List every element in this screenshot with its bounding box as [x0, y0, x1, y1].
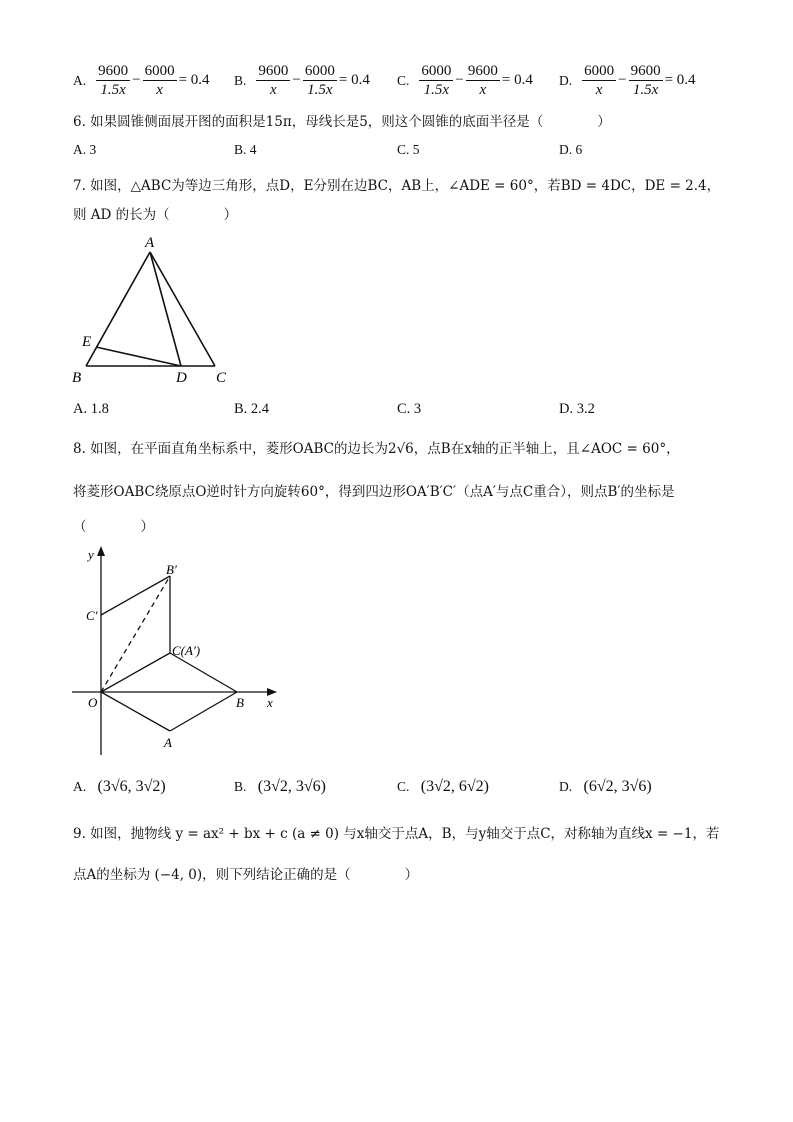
- fraction: $\frac{6000}{1.5x}$: [304, 63, 335, 98]
- fraction: $\frac{9600}{x}$: [258, 63, 289, 98]
- q8-text-line2: 将菱形OABC绕原点O逆时针方向旋转60°，得到四边形OA′B′C′（点A′与点C重合），则点B′的坐标是: [73, 484, 675, 500]
- q6-option-b[interactable]: B. 4: [234, 142, 257, 157]
- q5-option-d[interactable]: D. $\frac{6000}{x}$ − $\frac{9600}{1.5x}$ = 0.4: [559, 63, 696, 98]
- q6-text: 6. 如果圆锥侧面展开图的面积是15π，母线长是5，则这个圆锥的底面半径是（ ）: [73, 114, 611, 130]
- q7-option-d[interactable]: D. 3.2: [559, 401, 595, 417]
- label-b-prime: B′: [166, 562, 177, 577]
- q8-option-d[interactable]: D. (6√2, 3√6): [559, 778, 652, 795]
- side-ab: [170, 692, 237, 731]
- q6-option-d[interactable]: D. 6: [559, 142, 583, 157]
- side-cb: [170, 653, 237, 692]
- q7-option-c[interactable]: C. 3: [397, 401, 422, 417]
- q6-option-c[interactable]: C. 5: [397, 142, 420, 157]
- fraction: $\frac{9600}{1.5x}$: [98, 63, 129, 98]
- q7-triangle-figure: [70, 232, 240, 387]
- segment-ad: [150, 252, 181, 366]
- label-o: O: [88, 695, 98, 710]
- side-ab: [86, 252, 150, 366]
- q8-rhombus-figure: [70, 540, 290, 765]
- q5-option-c[interactable]: C. $\frac{6000}{1.5x}$ − $\frac{9600}{x}$ = 0.4: [397, 63, 533, 98]
- q9-text-line1: 9. 如图，抛物线 y = ax² + bx + c (a ≠ 0) 与x轴交于点A，B，与y轴交于点C，对称轴为直线x = −1，若: [73, 826, 720, 842]
- side-oa: [101, 692, 170, 731]
- label-a: A: [145, 235, 155, 251]
- fraction: $\frac{6000}{x}$: [584, 63, 615, 98]
- q5-options: [73, 62, 733, 102]
- q5-option-a[interactable]: A. $\frac{9600}{1.5x}$ − $\frac{6000}{x}$ = 0.4: [73, 63, 210, 98]
- side-b-prime-c-prime: [101, 576, 170, 615]
- q5-option-b[interactable]: B. $\frac{9600}{x}$ − $\frac{6000}{1.5x}$ = 0.4: [234, 63, 370, 98]
- label-x: x: [267, 695, 273, 710]
- segment-de: [96, 347, 181, 366]
- q6-option-a[interactable]: A. 3: [73, 142, 97, 157]
- fraction: $\frac{6000}{1.5x}$: [421, 63, 452, 98]
- label-c-prime: C′: [86, 608, 98, 623]
- label-b: B: [72, 370, 82, 386]
- q8-text-line3: （ ）: [73, 519, 154, 535]
- label-b: B: [236, 695, 244, 710]
- fraction: $\frac{9600}{x}$: [467, 63, 498, 98]
- fraction: $\frac{9600}{1.5x}$: [630, 63, 661, 98]
- dashed-ob-prime: [101, 576, 170, 692]
- label-d: D: [176, 370, 187, 386]
- q7-option-a[interactable]: A. 1.8: [73, 401, 109, 417]
- label-c-a-prime: C(A′): [172, 643, 201, 658]
- label-y: y: [88, 547, 94, 562]
- label-c: C: [216, 370, 227, 386]
- label-e: E: [82, 334, 92, 350]
- q8-option-b[interactable]: B. (3√2, 3√6): [234, 778, 326, 795]
- y-axis-arrow-icon: [97, 546, 105, 556]
- q8-option-c[interactable]: C. (3√2, 6√2): [397, 778, 489, 795]
- side-oc: [101, 653, 170, 692]
- fraction: $\frac{6000}{x}$: [144, 63, 175, 98]
- q7-text-line2: 则 AD 的长为（ ）: [73, 207, 238, 223]
- q7-option-b[interactable]: B. 2.4: [234, 401, 270, 417]
- side-ac: [150, 252, 215, 366]
- q9-text-line2: 点A的坐标为 (−4, 0)，则下列结论正确的是（ ）: [73, 867, 419, 883]
- q8-text-line1: 8. 如图，在平面直角坐标系中，菱形OABC的边长为2√6，点B在x轴的正半轴上，且∠AOC = 60°，: [73, 441, 680, 457]
- q8-option-a[interactable]: A. (3√6, 3√2): [73, 778, 166, 795]
- label-a: A: [164, 735, 172, 750]
- q7-text-line1: 7. 如图，△ABC为等边三角形，点D，E分别在边BC，AB上，∠ADE = 60°，若BD = 4DC，DE = 2.4，: [73, 178, 721, 194]
